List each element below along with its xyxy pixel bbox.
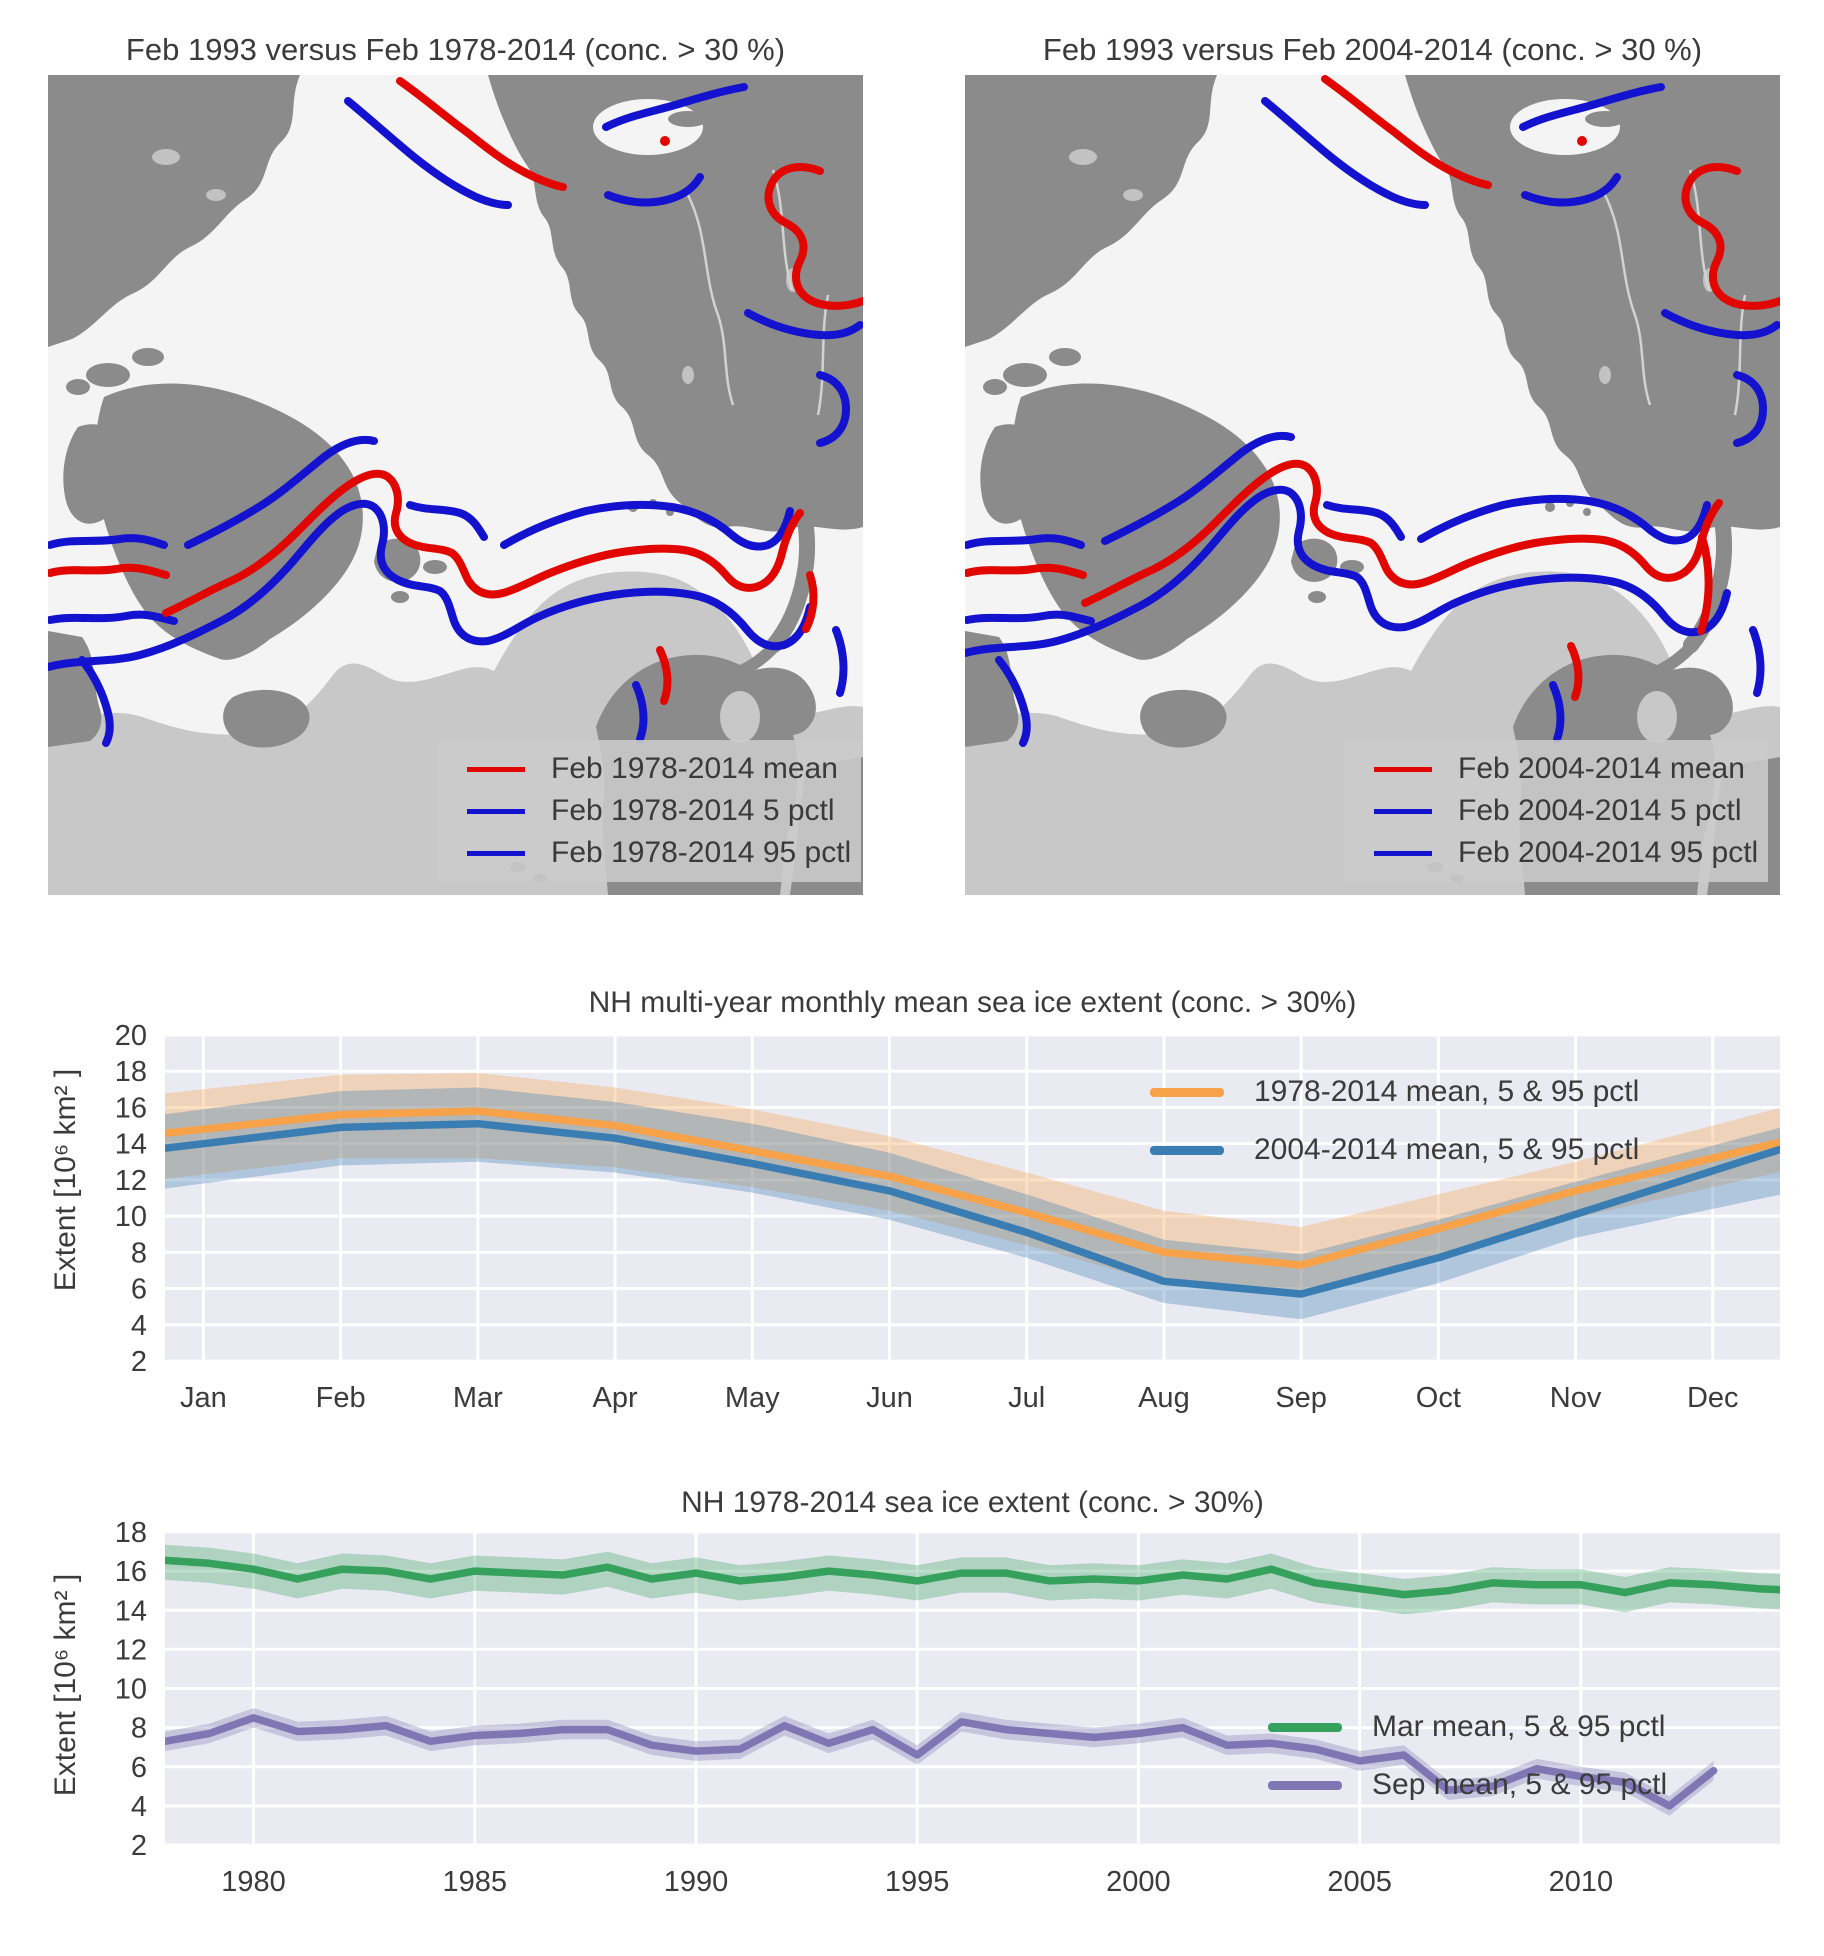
y-tick-label: 10 [114, 1201, 147, 1234]
legend-label: Feb 2004-2014 95 pctl [1458, 836, 1759, 869]
legend-item [467, 794, 861, 828]
legend-label: Feb 1978-2014 95 pctl [551, 836, 852, 869]
legend-label: Sep mean, 5 & 95 pctl [1372, 1768, 1668, 1801]
island [1308, 591, 1326, 603]
island [1545, 502, 1555, 512]
y-tick-label: 10 [114, 1673, 147, 1706]
y-tick-label: 14 [114, 1128, 147, 1161]
white-sea [720, 691, 760, 743]
x-tick-label: Apr [592, 1382, 638, 1414]
lake [206, 189, 226, 201]
lake [1123, 189, 1143, 201]
mean-contour [660, 136, 670, 146]
pctl-contour [967, 615, 1091, 621]
map-title-1978-2014: Feb 1993 versus Feb 1978-2014 (conc. > 30 %) [125, 32, 786, 67]
y-tick-label: 18 [114, 1056, 147, 1089]
y-tick-label: 18 [114, 1517, 147, 1549]
legend-item [1150, 1133, 1639, 1167]
legend-item [467, 836, 861, 870]
x-tick-label: Oct [1415, 1382, 1461, 1414]
island [1585, 111, 1625, 127]
island [86, 363, 130, 387]
white-sea [1637, 691, 1677, 743]
p5-contour-swatch [1374, 809, 1432, 814]
series-1978-2014-swatch [1150, 1088, 1224, 1097]
y-tick-label: 8 [130, 1237, 147, 1270]
x-tick-label: 1980 [221, 1866, 286, 1898]
island [983, 379, 1007, 395]
y-tick-label: 16 [114, 1092, 147, 1125]
legend-label: Feb 2004-2014 mean [1458, 752, 1745, 785]
monthly-chart-ylabel: Extent [10⁶ km² ] [49, 1068, 82, 1292]
y-tick-label: 14 [114, 1595, 147, 1628]
y-tick-label: 20 [114, 1020, 147, 1052]
x-tick-label: 2005 [1327, 1866, 1392, 1898]
lake [1069, 149, 1097, 165]
p95-contour-swatch [1374, 851, 1432, 856]
y-tick-label: 6 [130, 1273, 147, 1306]
lake [1599, 366, 1611, 384]
island [391, 591, 409, 603]
lake [682, 366, 694, 384]
y-tick-label: 4 [130, 1309, 147, 1342]
series-2004-2014-swatch [1150, 1146, 1224, 1155]
x-tick-label: Mar [452, 1382, 503, 1414]
p95-contour-swatch [467, 851, 525, 856]
mean-contour [1577, 136, 1587, 146]
map-legend-2004-2014 [1344, 740, 1768, 882]
island [1583, 508, 1591, 516]
x-tick-label: Feb [315, 1382, 366, 1414]
island [1049, 348, 1081, 366]
legend-item [1268, 1768, 1667, 1802]
island [132, 348, 164, 366]
monthly-chart-title: NH multi-year monthly mean sea ice extent (conc. > 30%) [588, 986, 1357, 1019]
y-tick-label: 12 [114, 1634, 147, 1667]
x-tick-label: Sep [1275, 1382, 1327, 1414]
x-tick-label: Dec [1686, 1382, 1739, 1414]
legend-item [1150, 1075, 1639, 1109]
series-mar-swatch [1268, 1723, 1342, 1732]
pctl-contour [50, 538, 164, 545]
y-tick-label: 4 [130, 1790, 147, 1823]
pctl-contour [967, 538, 1081, 545]
legend-label: Feb 1978-2014 5 pctl [551, 794, 835, 827]
legend-label: 2004-2014 mean, 5 & 95 pctl [1254, 1133, 1640, 1166]
x-tick-label: Nov [1549, 1382, 1602, 1414]
mean-contour-swatch [467, 767, 525, 772]
x-tick-label: May [724, 1382, 780, 1414]
mean-contour [967, 568, 1083, 575]
x-tick-label: Jun [866, 1382, 913, 1414]
x-tick-label: 1995 [884, 1866, 950, 1898]
y-tick-label: 2 [130, 1346, 147, 1378]
pctl-contour [50, 615, 174, 621]
annual-chart-title: NH 1978-2014 sea ice extent (conc. > 30%) [681, 1486, 1264, 1519]
lake [152, 149, 180, 165]
mean-contour [50, 568, 166, 575]
map-title-2004-2014: Feb 1993 versus Feb 2004-2014 (conc. > 30 %) [1042, 32, 1703, 67]
island [668, 111, 708, 127]
island [66, 379, 90, 395]
legend-item [1374, 836, 1768, 870]
y-tick-label: 6 [130, 1751, 147, 1784]
legend-item [1374, 752, 1768, 786]
legend-label: 1978-2014 mean, 5 & 95 pctl [1254, 1075, 1640, 1108]
legend-item [1374, 794, 1768, 828]
legend-item [467, 752, 861, 786]
mean-contour-swatch [1374, 767, 1432, 772]
x-tick-label: Jan [180, 1382, 227, 1414]
series-sep-swatch [1268, 1781, 1342, 1790]
y-tick-label: 12 [114, 1164, 147, 1197]
y-tick-label: 8 [130, 1712, 147, 1745]
legend-label: Mar mean, 5 & 95 pctl [1372, 1710, 1666, 1743]
x-tick-label: 2000 [1106, 1866, 1171, 1898]
legend-label: Feb 1978-2014 mean [551, 752, 838, 785]
x-tick-label: 1985 [442, 1866, 507, 1898]
island [1003, 363, 1047, 387]
map-legend-1978-2014 [437, 740, 861, 882]
annual-chart-ylabel: Extent [10⁶ km² ] [49, 1573, 82, 1797]
legend-label: Feb 2004-2014 5 pctl [1458, 794, 1742, 827]
legend-item [1268, 1710, 1665, 1744]
x-tick-label: 2010 [1548, 1866, 1614, 1898]
y-tick-label: 16 [114, 1556, 147, 1589]
y-tick-label: 2 [130, 1830, 147, 1862]
p5-contour-swatch [467, 809, 525, 814]
island [423, 560, 447, 574]
x-tick-label: Aug [1138, 1382, 1190, 1414]
x-tick-label: Jul [1008, 1382, 1046, 1414]
x-tick-label: 1990 [663, 1866, 729, 1898]
monthly-chart [0, 950, 1824, 1420]
